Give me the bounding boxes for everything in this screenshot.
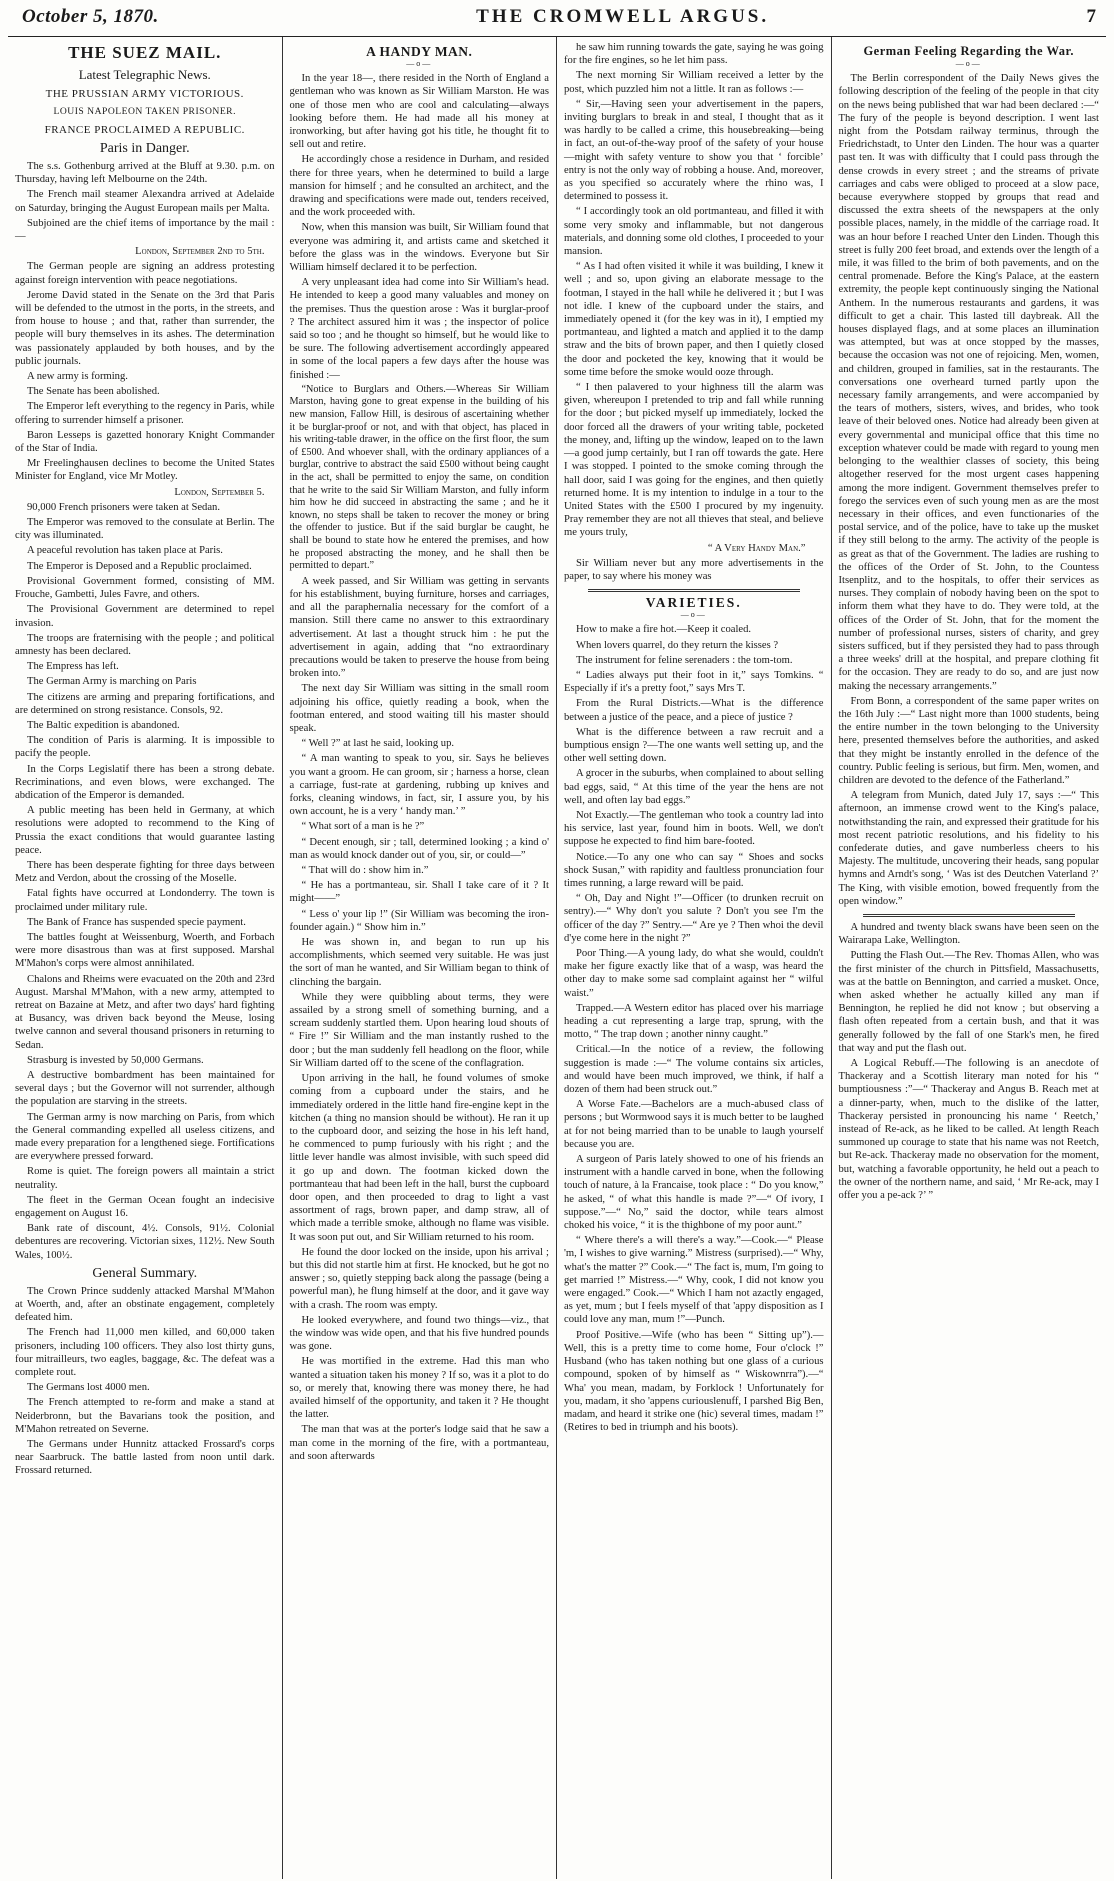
paragraph: He was shown in, and began to run up his accomplishments, which seemed very suitable. He was just the sort of man he wanted, and Sir William began to think of clinching the bargain. <box>289 937 549 988</box>
paragraph: In the year 18—, there resided in the North of England a gentleman who was known as Sir William Marston. He was one of those men who are cool and calculating—always looking before them. He had made all his money at ironworking, but after having got his title, he thought fit to sell out and retire. <box>289 73 549 151</box>
news-item: The fleet in the German Ocean fought an indecisive engagement on August 16. <box>15 1194 275 1220</box>
subhead-napoleon: LOUIS NAPOLEON TAKEN PRISONER. <box>53 106 236 117</box>
variety-item: “ Oh, Day and Night !”—Officer (to drunken recruit on sentry).—“ Why don't you salute ? Don't you see I'm the officer of the day ?” Sentry.—“ Are ye ? Then whoi the devil d'ye come here in the night ?” <box>564 893 824 944</box>
news-item: A destructive bombardment has been maintained for several days ; but the Governor will not surrender, although the population are starving in the streets. <box>15 1070 275 1108</box>
paragraph: The next day Sir William was sitting in the small room adjoining his office, quietly reading a book, when the footman entered, and stood waiting till his master should speak. <box>289 683 549 735</box>
paragraph: The Berlin correspondent of the Daily News gives the following description of the feeling of the people in that city on the news being published that war had been declared :—“ The fury of the people is beyond description. I went last night from the Potsdam railway terminus, through the Friedrichstadt, to Unter den Linden. The hour was a quarter past ten. It was with difficulty that I could pass through the dense crowds in every street ; and the streams of private carriages and cabs were obliged to proceed at a slow pace, because everywhere stopped by groups that read and discussed the extra sheets of the newspapers at the only possible places, namely, in the middle of the carriage road. It was an hour before I reached Unter den Linden. Though this street is fully 200 feet broad, and extends over the length of a mile, it was filled to the brim of both pavements, and on the central promenade. Before the King's Palace, at the eastern extremity, the people kept continuously singing the National Anthem. In the numerous restaurants and gardens, it was difficult to get a chair. This lasted till daybreak. All the houses displayed flags, and at some places an illumination was attempted, but was at once stopped by the masses, because the occasion was not one of rejoicing. Men, women, and children, grouped in families, sat in the restaurants. The conversations one overheard turned partly upon the necessary family arrangements, and were accompanied by the tears of mothers, sisters, wives, and brides, who took leave of their beloved ones. Notice had already been given at every governmental and municipal office that this time no exception whatever could be made with regard to young men belonging to the wealthier classes of society, this being altogether reserved for the most urgent cases happening among the more indigent. Government themselves prefer to forego the services even of such young men as are the most necessary in their offices, and even functionaries of the postal service, and of the police, have to take up the musket if they still belong to the army. The activity of the people is as great as that of the Government. The ladies are rushing to the offices of the Order of St. John, to the Countess Itsenplitz, and to the hospitals, to offer their services as nurses. They complain of nobody having been on the spot to inform them what they have to do. They were told, at the offices of the Order of St. John, that for the moment the number of professional nurses, sisters of charity, and grey sisters sufficed, but if they persisted they had to pass through a three weeks' drill at the hospital, and prepare clothing fit for the occasion. They are ready to do so, and are just now making the necessary arrangements.” <box>838 73 1099 692</box>
letter-paragraph: “ As I had often visited it while it was building, I knew it well ; and so, upon giving an elaborate message to the footman, I stayed in the hall while he delivered it ; but I was not idle. I knew of the cupboard under the stairs, and immediately opened it (for the key was in it), I emptied my portmanteau, and lighted a match and applied it to the damp straw and the bits of brown paper, and then I quietly closed the door and pocketed the key, knowing that it would be some time before the smoke would ooze through. <box>564 261 824 378</box>
paragraph: “ Less o' your lip !” (Sir William was becoming the iron-founder again.) “ Show him in.” <box>289 908 549 933</box>
subhead-republic: FRANCE PROCLAIMED A REPUBLIC. <box>44 124 245 136</box>
news-items <box>15 501 275 1262</box>
letter-paragraph: “ Sir,—Having seen your advertisement in the papers, inviting burglars to break in and steal, I thought that as it was hardly to be called a crime, this housebreaking—being in fact, an out-of-the-way proof of the safety of your house—might with safety venture to show you that ‘ forcible’ entry is not the only way of robbing a house. And, moreover, as you specified so accurately where the rhino was, I determined to possess it. <box>564 98 824 203</box>
news-item: The Bank of France has suspended specie payment. <box>27 916 246 928</box>
ornament: —o— <box>406 59 433 69</box>
article-paragraphs <box>839 72 1100 908</box>
paragraph: While they were quibbling about terms, they were assailed by a strong smell of something burning, and a scream suddenly startled them. Upon hearing loud shouts of “ Fire !” Sir William and the man instantly rushed to the door ; but the man suddenly fell headlong on the floor, while Sir William darted off to the scene of the conflagration. <box>289 991 549 1069</box>
subhead-summary: General Summary. <box>92 1265 198 1281</box>
page-number: 7 <box>1086 6 1096 27</box>
news-item: Rome is quiet. The foreign powers all maintain a strict neutrality. <box>15 1166 275 1191</box>
news-item: The German army is now marching on Paris, from which the General commanding expelled all useless citizens, and made every preparation for a lengthened siege. Fortifications are everywhere pressed forward. <box>15 1111 275 1163</box>
paragraph: he saw him running towards the gate, saying he was going for the fire engines, so he let him pass. <box>564 42 824 67</box>
paragraph: “ He has a portmanteau, sir. Shall I take care of it ? It might——” <box>289 880 549 905</box>
divider <box>588 589 800 592</box>
paragraph: “ Well ?” at last he said, looking up. <box>301 738 455 750</box>
news-item: The Emperor is Deposed and a Republic proclaimed. <box>27 560 252 572</box>
variety-item: Poor Thing.—A young lady, do what she would, couldn't make her figure exactly like that of a wasp, was heard the other day to make some sad complaint against her “ wilful waist.” <box>564 948 824 999</box>
headline-varieties: VARIETIES. <box>645 595 742 611</box>
letter-paragraph: “ I then palavered to your highness till the alarm was given, whereupon I pretended to trip and fall while running for the door ; but picked myself up immediately, locked the door forced all the drawers of your writing table, pocketed the money, and, lifting up the window, leaped on to the lawn—a good jump certainly, but I ran off towards the gate. Here I was stopped. I pointed to the smoke coming through the hall door, said I was going for the engines, and then quietly returned home. It is my intention to indulge in a tour to the United States with the £500 I procured by my ingenuity. Pray remember they are not all thieves that steal, and believe me yours truly, <box>564 382 824 539</box>
article-paragraphs <box>839 921 1100 1202</box>
ornament: —o— <box>955 59 982 69</box>
variety-item: A grocer in the suburbs, when complained to about selling bad eggs, said, “ At this time of the year the hens are not well, and often lay bad eggs.” <box>564 768 824 806</box>
news-item: 90,000 French prisoners were taken at Sedan. <box>27 501 220 513</box>
dateline: London, September 2nd to 5th. <box>135 246 265 258</box>
paragraph: “ Decent enough, sir ; tall, determined looking ; a kind o' man as would knock dander out of you, sir, or could—” <box>289 836 549 861</box>
news-item: A peaceful revolution has taken place at Paris. <box>27 545 223 557</box>
story-paragraphs <box>290 72 550 382</box>
news-item: Chalons and Rheims were evacuated on the 20th and 23rd August. Marshal M'Mahon, with a new army, attempted to retreat on Bazaine at Metz, and after two days' hard fighting at Busancy, was driven back beyond the Meuse, losing twelve cannon and several thousand prisoners in returning to Sedan. <box>15 973 275 1051</box>
news-item: A public meeting has been held in Germany, at which resolutions were adopted to recommend to the King of Prussia the exact conditions that would guarantee lasting peace. <box>15 805 275 856</box>
variety-item: “ Where there's a will there's a way.”—Cook.—“ Please 'm, I wishes to give warning.” Mistress (surprised).—“ Why, what's the matter ?” Cook.—“ The fact is, mum, I'm going to get married !” Mistress.—“ Why, cook, I did not know you were engaged.” Cook.—“ Which I ham not azactly engaged, as yet, mum ; but I feels myself of that 'appy disposition as I could love any man, mum !”—Punch. <box>564 1235 824 1326</box>
divider <box>863 914 1076 917</box>
story-paragraphs <box>564 41 824 96</box>
paragraph: Upon arriving in the hall, he found volumes of smoke coming from a cupboard under the stairs, and he immediately ordered in the little hand fire-engine kept in the kitchen (a thing no mansion should be without). He ran it up to the cupboard door, and seizing the hose in his left hand, he commenced to pump furiously with his right ; and the little lever handle was almost invisible, with such speed did it go up and down. The footman kicked down the portmanteau that had been left in the hall, burst the cupboard door open, and then proceeded to drag to light a vast assortment of rags, brown paper, and damp straw, all of which made a terrible smoke, although no flame was visible. It was soon put out, and Sir William returned to his room. <box>289 1073 549 1243</box>
paragraph: A Logical Rebuff.—The following is an anecdote of Thackeray and a Scottish literary man noted for his “ bumptiousness :”—“ Thackeray and Angus B. Reach met at a dinner-party, when, much to the dislike of the latter, Thackeray persisted in pronouncing his name ‘ Reetch,’ instead of Re-ack, as he liked to be called. At length Reach summoned up courage to state that his name was not Reetch, but Re-ack. Thackeray made no observation for the moment, but, watching a favorable opportunity, he held out a peach to the owner of the northern name, and said, ‘ Mr Re-ack, may I offer you a pe-ack ?’ ” <box>838 1058 1099 1202</box>
paragraph: From Bonn, a correspondent of the same paper writes on the 16th July :—“ Last night more than 1000 students, being the entire number in the town belonging to the University here, presented themselves before the authorities, and asked that they might be instantly enrolled in the defence of the country. Public feeling is serious, but firm. Men, women, and children are devoted to the defence of the Fatherland.” <box>838 695 1099 786</box>
story-ending: Sir William never but any more advertisements in the paper, to say where his money was <box>564 557 824 582</box>
variety-item: The instrument for feline serenaders : the tom-tom. <box>576 654 793 666</box>
news-item: Baron Lesseps is gazetted honorary Knight Commander of the Star of India. <box>15 429 275 455</box>
news-item: The troops are fraternising with the people ; and political amnesty has been declared. <box>15 632 275 657</box>
news-item: Bank rate of discount, 4½. Consols, 91½. Colonial debentures are recovering. Victorian sixes, 112½. New South Wales, 100½. <box>15 1223 275 1261</box>
column-2 <box>283 37 558 1879</box>
paragraph: Subjoined are the chief items of importance by the mail :— <box>15 217 275 243</box>
paragraph: He accordingly chose a residence in Durham, and resided there for three years, when he determined to build a large mansion for himself ; and he consulted an architect, and the drawing and specifications were made out, tenders received, and the work proceeded with. <box>289 154 549 219</box>
headline-handy-man: A HANDY MAN. <box>366 44 473 59</box>
news-item: Strasburg is invested by 50,000 Germans. <box>27 1054 204 1066</box>
news-item: The Emperor was removed to the consulate at Berlin. The city was illuminated. <box>15 517 275 542</box>
subhead-prussian: THE PRUSSIAN ARMY VICTORIOUS. <box>45 88 244 100</box>
variety-item: What is the difference between a raw recruit and a bumptious ensign ?—The one wants well setting up, and the other well setting down. <box>564 726 824 765</box>
news-item: Fatal fights have occurred at Londonderry. The town is proclaimed under military rule. <box>15 888 275 913</box>
news-item: The citizens are arming and preparing fortifications, and are determined on strong resistance. Consols, 92. <box>15 691 275 716</box>
issue-date: October 5, 1870. <box>22 6 159 27</box>
paragraph: The s.s. Gothenburg arrived at the Bluff at 9.30. p.m. on Thursday, having left Melbourne on the 24th. <box>15 161 275 186</box>
column-4 <box>832 37 1107 1879</box>
intro-paragraphs <box>15 160 275 243</box>
headline-german-feeling: German Feeling Regarding the War. <box>863 44 1075 58</box>
news-items <box>15 260 275 483</box>
variety-item: Critical.—In the notice of a review, the following suggestion is made :—“ The volume contains six articles, and would have been much improved, we think, if half a dozen of them had been struck out.” <box>564 1044 824 1096</box>
news-item: Provisional Government formed, consisting of MM. Frouche, Gambetti, Jules Favre, and others. <box>15 575 275 601</box>
news-item: The battles fought at Weissenburg, Woerth, and Forbach were more disastrous than was at first supposed. Marshal M'Mahon's corps were almost annihilated. <box>15 931 275 970</box>
story-paragraphs <box>290 575 550 1463</box>
summary-items <box>15 1285 275 1478</box>
variety-item: Notice.—To any one who can say “ Shoes and socks shock Susan,” with rapidity and faultless pronunciation four times running, a large reward will be paid. <box>564 851 824 889</box>
paragraph: “ That will do : show him in.” <box>301 865 429 877</box>
paragraph: A telegram from Munich, dated July 17, says :—“ This afternoon, an immense crowd went to the King's palace, notwithstanding the rain, and expressed their gratitude for his most recent patriotic resolutions, and his fidelity to his confederate duties, and gave numberless cheers to his Majesty. The multitude, uncovering their heads, sang popular hymns and Arndt's song, ‘ Was ist des Deutchen Vaterland ?’ The King, with visible emotion, bowed frequently from the open window.” <box>838 790 1099 907</box>
paragraph: “ A man wanting to speak to you, sir. Says he believes you want a groom. He can groom, sir ; harness a horse, clean a carriage, fust-rate at gardening, rubbing up knives and forks, cleaning windows, in fact, sir, I assure you, by his own account, he is a very ‘ handy man.’ ” <box>289 753 549 818</box>
letter-signature: “ A Very Handy Man.” <box>707 542 806 554</box>
news-item: The Emperor left everything to the regency in Paris, while offering to surrender himself a prisoner. <box>15 401 275 426</box>
paragraph: Putting the Flash Out.—The Rev. Thomas Allen, who was the first minister of the church in Pittsfield, Massachusetts, was at the battle on Bennington, and carried a musket. Once, when asked whether he actually killed any man if Bennington, he replied he did not know ; but observing a flash often repeated from a certain bush, and that it was generally followed by the fall of one Stark's men, he fired that way and put the flash out. <box>838 950 1099 1054</box>
paragraph: Now, when this mansion was built, Sir William found that everyone was admiring it, and artists came and sketched it before the glass was in the windows. Everyone but Sir William himself declared it to be perfection. <box>289 222 549 274</box>
news-item: A new army is forming. <box>27 371 128 383</box>
news-item: There has been desperate fighting for three days between Metz and Verdon, about the crossing of the Moselle. <box>15 859 275 885</box>
variety-item: How to make a fire hot.—Keep it coaled. <box>576 624 752 636</box>
letter-paragraph: “ I accordingly took an old portmanteau, and filled it with some very smoky and inflammable, but not dangerous materials, and donning some old clothes, I proceeded to your mansion. <box>564 206 824 258</box>
variety-item: “ Ladies always put their foot in it,” says Tomkins. “ Especially if it's a pretty foot,” says Mrs T. <box>564 669 824 695</box>
summary-item: The Crown Prince suddenly attacked Marshal M'Mahon at Woerth, and, after an obstinate engagement, completely defeated him. <box>15 1285 275 1324</box>
varieties-items <box>564 623 824 1434</box>
paragraph: The man that was at the porter's lodge said that he saw a man come in the morning of the fire, with a portmanteau, and soon afterwards <box>289 1424 549 1462</box>
paper-title: THE CROMWELL ARGUS. <box>476 6 770 27</box>
news-item: Mr Freelinghausen declines to become the United States Minister for England, vice Mr Motley. <box>15 458 275 483</box>
paragraph: He found the door locked on the inside, upon his arrival ; but this did not startle him at first. He knocked, but he got no answer ; so, quietly stepping back along the passage (being a powerful man), he flung himself at the door, and it gave way with a crash. The room was empty. <box>289 1246 549 1311</box>
variety-item: From the Rural Districts.—What is the difference between a justice of the peace, and a piece of justice ? <box>564 698 824 723</box>
paragraph: The next morning Sir William received a letter by the post, which puzzled him not a little. It ran as follows :— <box>564 70 824 95</box>
columns <box>8 37 1106 1879</box>
variety-item: Not Exactly.—The gentleman who took a country lad into his service, last year, found him in boots. Well, we don't suppose he expected to find him bare-footed. <box>564 809 824 848</box>
summary-item: The French had 11,000 men killed, and 60,000 taken prisoners, including 100 officers. They also lost thirty guns, four mitrailleurs, two eagles, baggage, &c. The defeat was a complete rout. <box>15 1327 275 1379</box>
summary-item: The French attempted to re-form and make a stand at Neiderbronn, but the Bavarians took the position, and M'Mahon retreated on Severne. <box>15 1397 275 1435</box>
paragraph: “ What sort of a man is he ?” <box>301 821 425 833</box>
paragraph: He looked everywhere, and found two things—viz., that the window was wide open, and that his five hundred pounds was gone. <box>289 1314 549 1353</box>
masthead <box>8 6 1106 37</box>
news-item: The Senate has been abolished. <box>27 386 160 398</box>
news-item: In the Corps Legislatif there has been a strong debate. Recriminations, and even blows, were exchanged. The abdication of the Emperor is demanded. <box>15 763 275 801</box>
news-item: The German people are signing an address protesting against foreign intervention with peace negotiations. <box>15 261 275 286</box>
variety-item: When lovers quarrel, do they return the kisses ? <box>576 639 779 651</box>
news-item: The Empress has left. <box>27 661 119 673</box>
variety-item: Proof Positive.—Wife (who has been “ Sitting up”).—Well, this is a pretty time to come home, Four o'clock !” Husband (who has taken nothing but one glass of a curious compound, spoken of by himself as “ Wiskownrra”).—“ Wha' you mean, madam, by Forklock ! Unfortunately for you, madam, it sho 'appens curiouslenuff, I parshed Big Ben, madam, and heard it strike one (hic) several times, madam !” (Retires to bed in triumph and his boots). <box>564 1329 824 1434</box>
variety-item: A surgeon of Paris lately showed to one of his friends an instrument with a handle carved in bone, when the following touch of nature, à la Francaise, took place : “ Do you know,” he asked, “ of what this handle is made ?”—“ Of ivory, I suppose.”—“ No,” said the doctor, while tears almost choked his voice, “ it is the thighbone of my poor aunt.” <box>564 1154 824 1232</box>
ornament: —o— <box>680 610 707 620</box>
news-item: The Provisional Government are determined to repel invasion. <box>15 604 275 629</box>
subhead-paris: Paris in Danger. <box>99 141 190 156</box>
summary-item: The Germans under Hunnitz attacked Frossard's corps near Saarbruck. The battle lasted from noon until dark. Frossard returned. <box>15 1439 275 1477</box>
burglar-notice: “Notice to Burglars and Others.—Whereas Sir William Marston, having gone to great expense in the building of his new mansion, Fallow Hill, is desirous of ascertaining whether it be burglar-proof or not, and with that object, has placed in his writing-table drawer, in the office on the first floor, the sum of £500. And whoever shall, with the ordinary appliances of a burglar, contrive to abstract the said £500 without being caught in the act, shall be permitted to enjoy the same, on condition that he write to the said Sir William Marston, and fully inform him how he did succeed in abstracting the same ; and he it known, no steps shall be taken to recover the money or bring the offender to justice. But if the said burglar be caught, he shall be bound to state how he entered the premises, and how he proposed abstracting the money, and he shall then be permitted to depart.” <box>289 383 549 572</box>
news-item: The German Army is marching on Paris <box>27 676 197 688</box>
paragraph: A very unpleasant idea had come into Sir William's head. He intended to keep a good many valuables and money on the premises. Thus the question arose : Was it burglar-proof ? The architect assured him it was ; the inspector of police said so too ; and he thought so himself, but he would like to be sure. The following advertisement accordingly appeared in some of the local papers a few days after the house was finished :— <box>289 277 549 381</box>
paragraph: The French mail steamer Alexandra arrived at Adelaide on Saturday, bringing the August European mails per Malta. <box>15 189 275 214</box>
column-3 <box>557 37 832 1879</box>
dateline: London, September 5. <box>174 486 265 498</box>
variety-item: Trapped.—A Western editor has placed over his marriage heading a cut representing a large trap, sprung, with the motto, “ The trap down ; another ninny caught.” <box>564 1002 824 1041</box>
column-1 <box>8 37 283 1879</box>
letter-paragraphs <box>564 98 824 540</box>
paragraph: A hundred and twenty black swans have been seen on the Wairarapa Lake, Wellington. <box>838 922 1099 947</box>
summary-item: The Germans lost 4000 men. <box>27 1382 150 1394</box>
headline-suez-mail: THE SUEZ MAIL. <box>68 43 222 62</box>
news-item: The condition of Paris is alarming. It is impossible to pacify the people. <box>15 735 275 760</box>
news-item: Jerome David stated in the Senate on the 3rd that Paris will be defended to the utmost in the ports, in the streets, and from house to house ; and that, rather than surrender, the people will bury themselves in its ashes. The determination was passionately applauded by both houses, and by the public journals. <box>15 289 275 367</box>
paragraph: He was mortified in the extreme. Had this man who wanted a situation taken his money ? If so, was it a plot to do so, or merely that, knowing there was money there, he had availed himself of the opportunity, and taken it ? He thought the latter. <box>289 1356 549 1421</box>
variety-item: A Worse Fate.—Bachelors are a much-abused class of persons ; but Wormwood says it is much better to be laughed at for not being married than to be unable to laugh yourself because you are. <box>564 1099 824 1150</box>
subhead-telegraphic: Latest Telegraphic News. <box>78 67 211 82</box>
news-item: The Baltic expedition is abandoned. <box>27 719 180 731</box>
paragraph: A week passed, and Sir William was getting in servants for his establishment, buying furniture, horses and carriages, and all the paraphernalia necessary for the comfort of a mansion. Still there came no answer to this extraordinary advertisement. At last a thought struck him : he put the advertisement in again, adding that “no extraordinary precautions would be taken to preserve the house from being broken into.” <box>289 575 549 680</box>
